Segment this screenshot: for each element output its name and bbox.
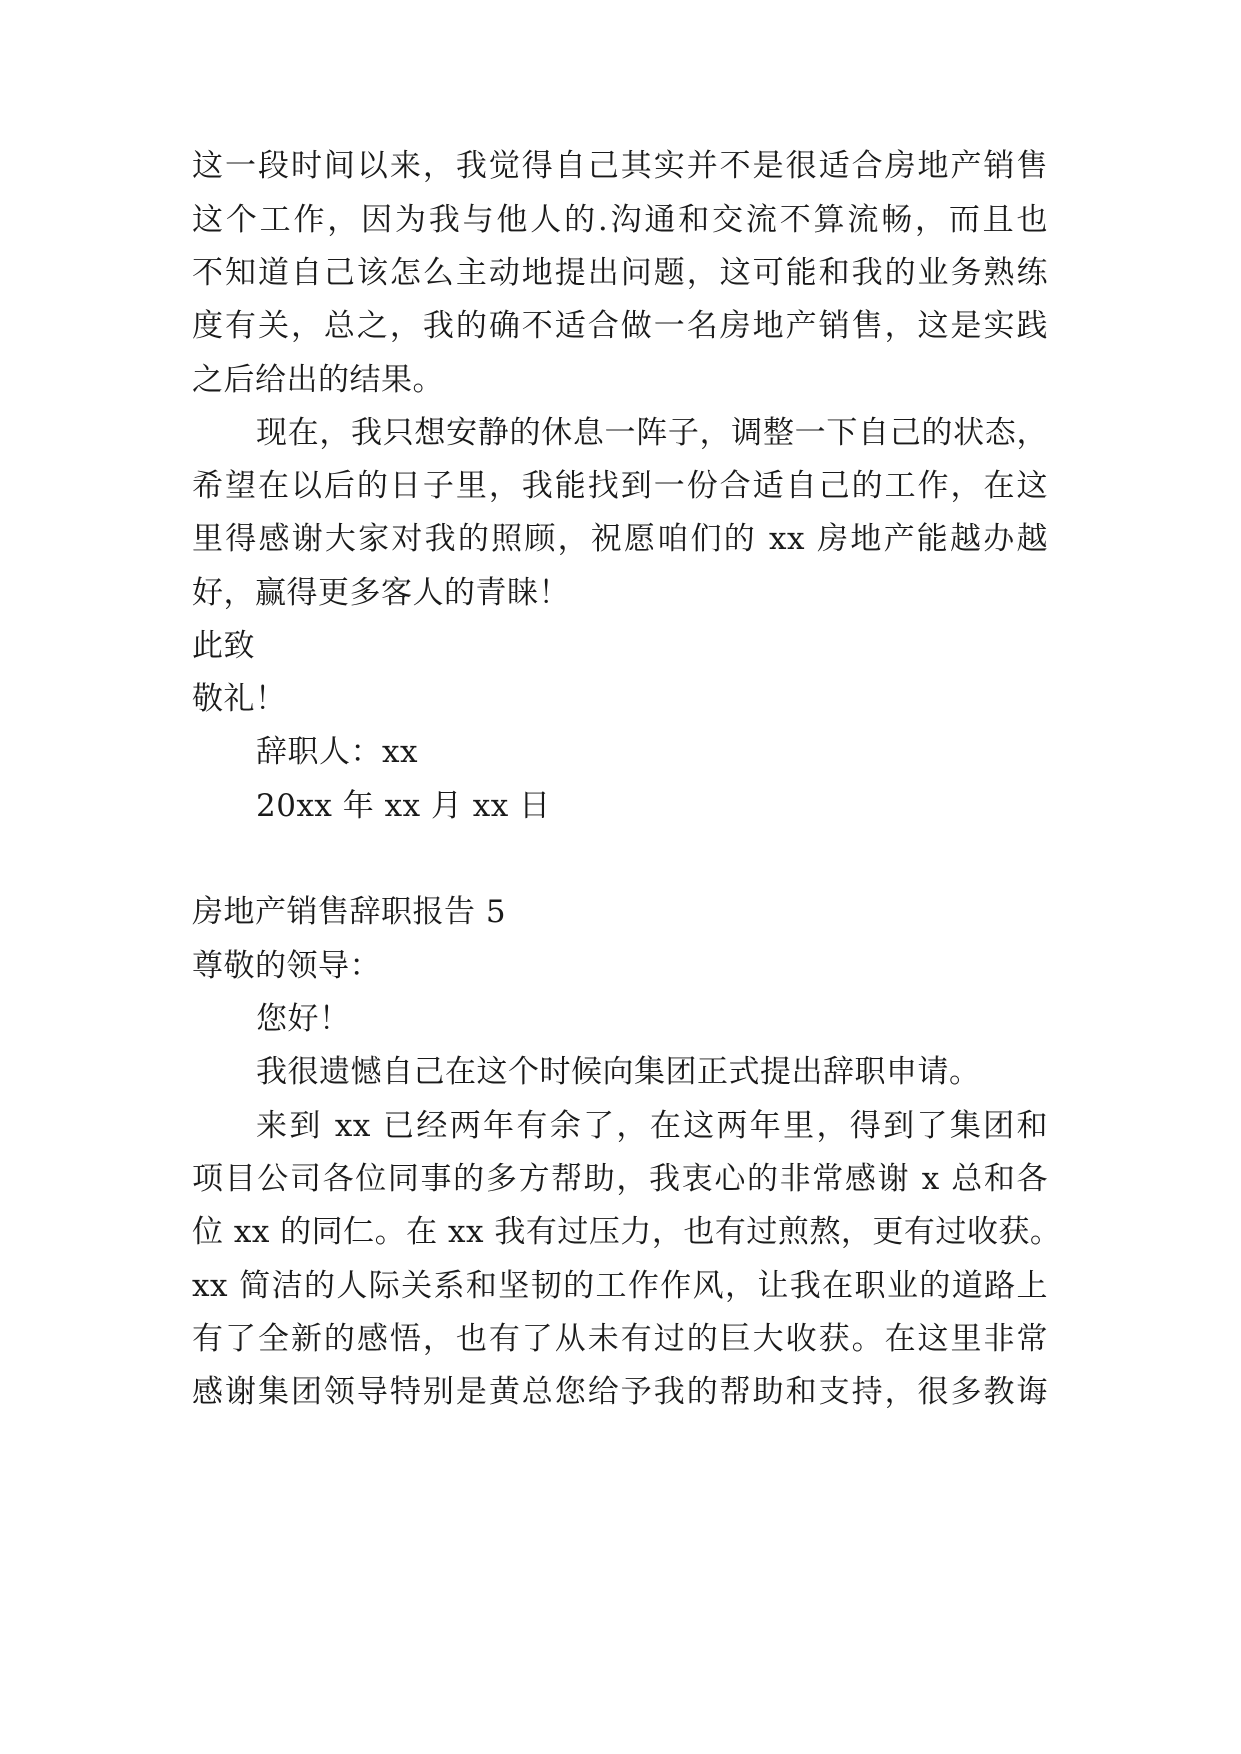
paragraph-2-line-2: 希望在以后的日子里，我能找到一份合适自己的工作，在这: [192, 468, 1048, 504]
paragraph-2-line-3: 里得感谢大家对我的照顾，祝愿咱们的 xx 房地产能越办越: [192, 521, 1048, 557]
closing-jingli: 敬礼！: [192, 681, 287, 717]
paragraph-2-line-1: 现在，我只想安静的休息一阵子，调整一下自己的状态，: [256, 415, 1048, 451]
section-title: 房地产销售辞职报告 5: [192, 894, 507, 930]
paragraph-4-line-4: xx 简洁的人际关系和坚韧的工作作风，让我在职业的道路上: [192, 1268, 1048, 1304]
date: 20xx 年 xx 月 xx 日: [256, 788, 551, 824]
paragraph-3: 我很遗憾自己在这个时候向集团正式提出辞职申请。: [256, 1054, 981, 1090]
paragraph-4-line-1: 来到 xx 已经两年有余了，在这两年里，得到了集团和: [256, 1108, 1048, 1144]
paragraph-4-line-5: 有了全新的感悟，也有了从未有过的巨大收获。在这里非常: [192, 1321, 1048, 1357]
paragraph-1-line-4: 度有关，总之，我的确不适合做一名房地产销售，这是实践: [192, 308, 1048, 344]
signature: 辞职人：xx: [256, 734, 418, 770]
greeting: 您好！: [256, 1001, 351, 1037]
paragraph-1-line-3: 不知道自己该怎么主动地提出问题，这可能和我的业务熟练: [192, 255, 1048, 291]
paragraph-4-line-2: 项目公司各位同事的多方帮助，我衷心的非常感谢 x 总和各: [192, 1161, 1048, 1197]
closing-cizhi: 此致: [192, 628, 255, 664]
paragraph-4-line-3: 位 xx 的同仁。在 xx 我有过压力，也有过煎熬，更有过收获。: [192, 1214, 1062, 1250]
paragraph-1-line-1: 这一段时间以来，我觉得自己其实并不是很适合房地产销售: [192, 148, 1048, 184]
salutation: 尊敬的领导：: [192, 948, 381, 984]
paragraph-1-line-2: 这个工作，因为我与他人的.沟通和交流不算流畅，而且也: [192, 202, 1048, 238]
paragraph-1-line-5: 之后给出的结果。: [192, 362, 444, 398]
paragraph-4-line-6: 感谢集团领导特别是黄总您给予我的帮助和支持，很多教诲: [192, 1374, 1048, 1410]
paragraph-2-line-4: 好，赢得更多客人的青睐！: [192, 575, 570, 611]
